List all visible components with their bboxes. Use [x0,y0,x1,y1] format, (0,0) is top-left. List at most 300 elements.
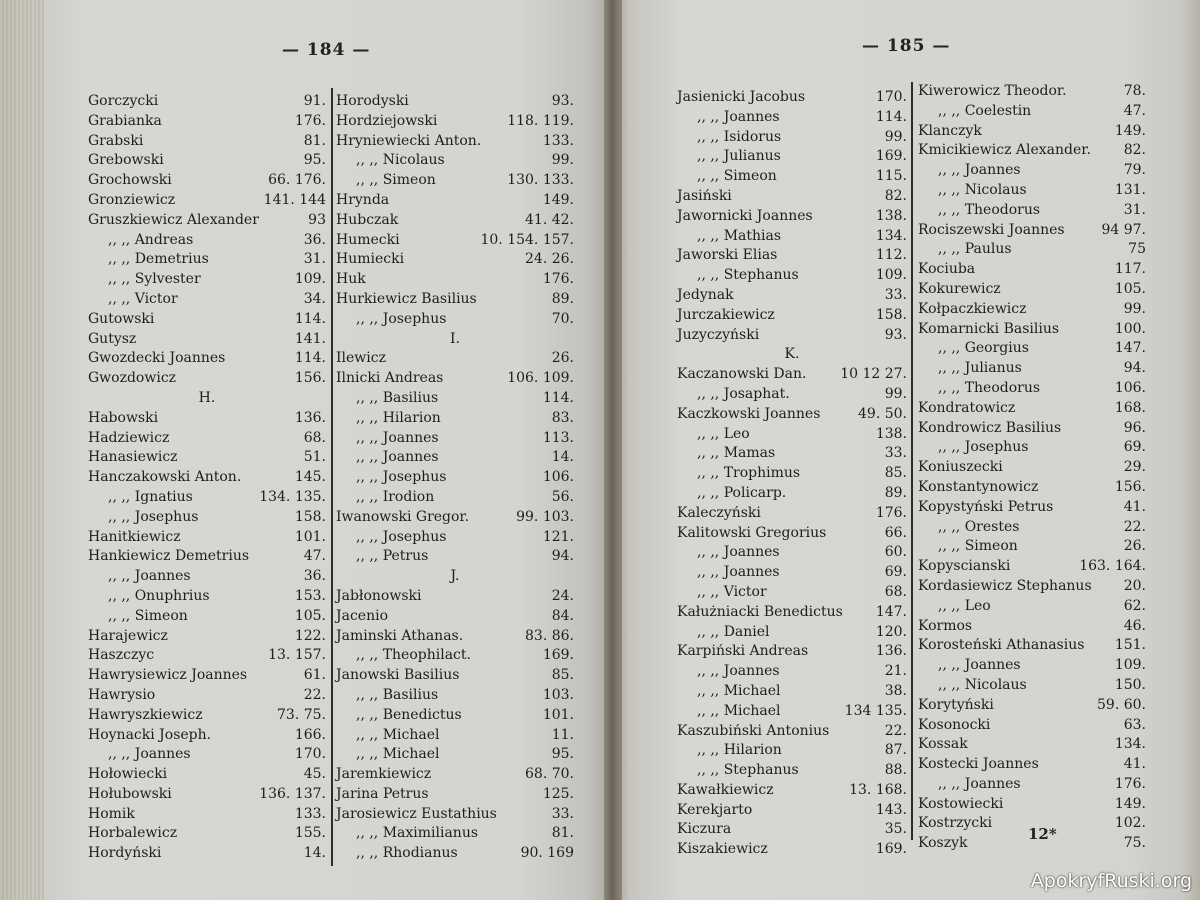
entry-name: Hanczakowski Anton. [88,469,242,486]
entry-name: ,, ,, Orestes [938,518,1020,535]
entry-pages: 29. [1123,459,1146,476]
entry-pages: 96. [1123,419,1146,436]
entry-name: ,, ,, Stephanus [697,267,799,284]
entry-pages: 14. [551,449,574,466]
entry-pages: 81. [303,132,326,149]
index-entry [918,636,1146,656]
entry-pages: 169. [875,148,907,165]
index-entry [336,389,574,409]
entry-pages: 106. [1114,379,1146,396]
index-entry [336,567,574,587]
entry-pages: 89. [884,484,907,501]
index-entry [918,676,1146,696]
index-entry [88,646,326,666]
entry-name: Gruszkiewicz Alexander [88,211,259,228]
entry-name: Kerekjarto [677,801,753,818]
index-entry [677,781,907,801]
entry-pages: 90. 169 [520,845,574,862]
index-entry [677,563,907,583]
entry-pages: 94. [1123,360,1146,377]
entry-pages: 46. [1123,617,1146,634]
index-entry [918,102,1146,122]
index-column-4 [918,82,1146,854]
entry-pages: 147. [1114,340,1146,357]
index-entry [336,666,574,686]
entry-pages: 20. [1123,577,1146,594]
column-divider-right [911,82,913,840]
index-entry [918,240,1146,260]
entry-name: Hawrysio [88,686,156,703]
entry-name: Rociszewski Joannes [918,221,1065,238]
entry-pages: 114. [542,389,574,406]
entry-name: ,, ,, Joannes [697,108,780,125]
entry-name: Kopystyński Petrus [918,498,1054,515]
index-entry [918,82,1146,102]
index-entry [336,191,574,211]
entry-name: ,, ,, Ignatius [108,488,193,505]
index-entry [88,132,326,152]
entry-name: ,, ,, Georgius [938,340,1029,357]
entry-name: ,, ,, Mamas [697,445,776,462]
entry-pages: 117. [1114,261,1146,278]
entry-name: ,, ,, Simeon [938,538,1018,555]
entry-pages: 41. 42. [525,211,574,228]
entry-name: Kondrowicz Basilius [918,419,1062,436]
entry-pages: 102. [1114,815,1146,832]
entry-pages: 26. [551,350,574,367]
entry-pages: 99. [884,385,907,402]
index-entry [88,488,326,508]
entry-pages: 114. [294,350,326,367]
index-entry [336,844,574,864]
signature-mark: 12* [1028,825,1057,843]
index-entry [88,726,326,746]
entry-pages: 66. [884,524,907,541]
index-entry [918,122,1146,142]
entry-pages: 169. [542,647,574,664]
entry-name: Ilnicki Andreas [336,370,444,387]
index-entry [336,686,574,706]
index-entry [677,128,907,148]
entry-name: ,, ,, Policarp. [697,484,787,501]
entry-name: ,, ,, Leo [938,597,991,614]
entry-pages: 45. [303,766,326,783]
entry-name: Kokurewicz [918,280,1001,297]
index-entry [88,92,326,112]
index-entry [918,518,1146,538]
entry-name: ,, ,, Demetrius [108,251,209,268]
entry-name: Korosteński Athanasius [918,637,1085,654]
index-entry [88,151,326,171]
index-entry [336,627,574,647]
entry-name: Gwozdowicz [88,370,177,387]
index-entry [918,181,1146,201]
entry-name: Korytyński [918,696,994,713]
index-entry [677,741,907,761]
entry-pages: 94. [551,548,574,565]
index-entry [88,765,326,785]
entry-pages: 158. [294,508,326,525]
entry-name: Kaleczyński [677,504,761,521]
entry-name: Hubczak [336,211,399,228]
entry-pages: 93. [884,326,907,343]
index-entry [88,686,326,706]
entry-name: Kmicikiewicz Alexander. [918,142,1091,159]
entry-name: ,, ,, Nicolaus [938,676,1027,693]
index-entry [918,716,1146,736]
entry-pages: 70. [551,310,574,327]
entry-pages: 149. [1114,122,1146,139]
index-entry [677,543,907,563]
entry-pages: 10 12 27. [840,366,907,383]
letter-heading: K. [784,346,800,363]
entry-pages: 75 [1128,241,1146,258]
entry-pages: 151. [1114,637,1146,654]
entry-pages: 121. [542,528,574,545]
entry-name: Kałużniacki Benedictus [677,603,843,620]
entry-name: ,, ,, Leo [697,425,750,442]
index-entry [88,290,326,310]
entry-name: Ilewicz [336,350,386,367]
entry-pages: 100. [1114,320,1146,337]
entry-name: Kosonocki [918,716,991,733]
index-entry [88,547,326,567]
index-entry [336,349,574,369]
entry-pages: 141. [294,330,326,347]
entry-name: Iwanowski Gregor. [336,508,470,525]
entry-pages: 136. [875,643,907,660]
entry-name: Hordziejowski [336,112,438,129]
entry-name: ,, ,, Mathias [697,227,782,244]
index-entry [677,464,907,484]
entry-name: Kaczanowski Dan. [677,366,807,383]
index-entry [677,385,907,405]
entry-pages: 41. [1123,756,1146,773]
entry-name: ,, ,, Nicolaus [356,152,445,169]
index-entry [336,745,574,765]
entry-pages: 75. [1123,835,1146,852]
entry-name: Hadziewicz [88,429,170,446]
index-entry [677,365,907,385]
entry-pages: 166. [294,726,326,743]
entry-pages: 133. [294,805,326,822]
index-entry [677,524,907,544]
entry-pages: 68. [303,429,326,446]
index-entry [88,528,326,548]
entry-pages: 112. [875,247,907,264]
entry-pages: 168. [1114,399,1146,416]
entry-name: Kostowiecki [918,795,1004,812]
entry-pages: 68. 70. [525,766,574,783]
index-entry [677,722,907,742]
entry-name: Hankiewicz Demetrius [88,548,250,565]
entry-pages: 13. 168. [849,781,907,798]
entry-name: ,, ,, Victor [108,290,178,307]
entry-pages: 99. [551,152,574,169]
entry-name: ,, ,, Irodion [356,488,435,505]
entry-pages: 88. [884,762,907,779]
index-entry [88,824,326,844]
entry-name: Jurczakiewicz [677,306,775,323]
entry-name: ,, ,, Joannes [356,449,439,466]
entry-name: Hryniewiecki Anton. [336,132,482,149]
entry-name: ,, ,, Rhodianus [356,845,458,862]
entry-name: ,, ,, Julianus [697,148,781,165]
entry-name: Koniuszecki [918,459,1003,476]
entry-pages: 47. [303,548,326,565]
entry-name: Konstantynowicz [918,478,1039,495]
entry-name: ,, ,, Theophilact. [356,647,471,664]
index-entry [336,706,574,726]
entry-pages: 10. 154. 157. [480,231,574,248]
index-entry [336,290,574,310]
entry-name: ,, ,, Paulus [938,241,1012,258]
entry-pages: 105. [294,607,326,624]
entry-pages: 82. [884,187,907,204]
index-entry [918,458,1146,478]
entry-name: Kiszakiewicz [677,841,768,858]
entry-name: Kiwerowicz Theodor. [918,83,1067,99]
entry-pages: 169. [875,841,907,858]
entry-name: Habowski [88,409,159,426]
entry-name: ,, ,, Michael [356,726,440,743]
entry-name: Hołowiecki [88,766,168,783]
entry-pages: 176. [875,504,907,521]
index-entry [336,547,574,567]
entry-pages: 150. [1114,676,1146,693]
index-entry [88,231,326,251]
index-entry [918,339,1146,359]
index-entry [336,92,574,112]
entry-pages: 134. 135. [259,488,326,505]
entry-name: ,, ,, Stephanus [697,762,799,779]
index-entry [918,320,1146,340]
entry-pages: 69. [884,564,907,581]
entry-pages: 34. [303,290,326,307]
index-entry [918,795,1146,815]
index-entry [677,840,907,860]
index-entry [677,623,907,643]
index-entry [336,726,574,746]
entry-pages: 33. [884,286,907,303]
index-column-3 [677,88,907,860]
index-entry [677,642,907,662]
entry-name: Jacenio [336,607,389,624]
entry-pages: 93. [551,93,574,109]
index-entry [88,785,326,805]
index-entry [918,419,1146,439]
entry-pages: 69. [1123,439,1146,456]
index-entry [677,820,907,840]
entry-name: ,, ,, Joannes [938,657,1021,674]
entry-pages: 115. [875,168,907,185]
index-column-1 [88,92,326,864]
index-entry [677,167,907,187]
entry-pages: 114. [875,108,907,125]
entry-name: Jaworski Elias [677,247,778,264]
entry-pages: 133. [542,132,574,149]
entry-pages: 68. [884,583,907,600]
entry-name: Gutysz [88,330,137,347]
entry-name: ,, ,, Joannes [356,429,439,446]
index-entry [88,389,326,409]
entry-name: ,, ,, Daniel [697,623,770,640]
index-entry [336,330,574,350]
entry-pages: 120. [875,623,907,640]
page-number-left: — 184 — [282,40,371,60]
entry-name: Grebowski [88,152,164,169]
index-entry [336,765,574,785]
entry-name: ,, ,, Theodorus [938,201,1041,218]
entry-pages: 41. [1123,498,1146,515]
entry-name: ,, ,, Petrus [356,548,429,565]
index-entry [88,448,326,468]
entry-name: Kawałkiewicz [677,781,774,798]
entry-name: Hanasiewicz [88,449,178,466]
entry-pages: 22. [303,686,326,703]
index-entry [336,132,574,152]
entry-name: ,, ,, Andreas [108,231,194,248]
entry-pages: 24. 26. [525,251,574,268]
index-entry [677,227,907,247]
entry-name: Kostecki Joannes [918,756,1039,773]
entry-name: ,, ,, Sylvester [108,271,201,288]
entry-pages: 145. [294,469,326,486]
entry-pages: 156. [294,370,326,387]
entry-name: ,, ,, Hilarion [697,742,782,759]
entry-pages: 155. [294,825,326,842]
entry-name: Jasiński [677,187,732,204]
index-entry [88,666,326,686]
index-entry [918,498,1146,518]
entry-pages: 130. 133. [507,172,574,189]
entry-name: Komarnicki Basilius [918,320,1060,337]
index-entry [918,438,1146,458]
entry-name: ,, ,, Coelestin [938,102,1032,119]
entry-pages: 163. 164. [1079,558,1146,575]
index-entry [677,484,907,504]
entry-pages: 147. [875,603,907,620]
entry-pages: 95. [303,152,326,169]
entry-pages: 158. [875,306,907,323]
index-entry [918,755,1146,775]
entry-name: Homik [88,805,135,822]
index-entry [918,359,1146,379]
entry-pages: 103. [542,686,574,703]
index-entry [336,310,574,330]
entry-pages: 60. [884,544,907,561]
entry-name: Jasienicki Jacobus [677,89,806,105]
entry-pages: 56. [551,488,574,505]
entry-name: ,, ,, Julianus [938,360,1022,377]
index-entry [88,429,326,449]
index-entry [336,805,574,825]
entry-name: Hanitkiewicz [88,528,181,545]
index-entry [336,171,574,191]
entry-pages: 78. [1123,83,1146,99]
entry-pages: 22. [884,722,907,739]
index-entry [336,508,574,528]
entry-pages: 134 135. [844,702,907,719]
entry-name: ,, ,, Victor [697,583,767,600]
entry-name: Gutowski [88,310,155,327]
index-entry [677,326,907,346]
entry-pages: 24. [551,587,574,604]
entry-name: Horbalewicz [88,825,178,842]
entry-name: Jarosiewicz Eustathius [336,805,497,822]
index-entry [677,801,907,821]
index-entry [88,211,326,231]
entry-name: ,, ,, Simeon [697,168,777,185]
entry-pages: 33. [551,805,574,822]
entry-name: Klanczyk [918,122,982,139]
entry-pages: 113. [542,429,574,446]
index-entry [918,696,1146,716]
index-entry [336,528,574,548]
index-entry [336,824,574,844]
index-entry [336,112,574,132]
entry-pages: 122. [294,627,326,644]
index-entry [918,557,1146,577]
index-entry [918,379,1146,399]
entry-pages: 176. [1114,775,1146,792]
entry-name: Kociuba [918,261,976,278]
index-entry [88,745,326,765]
entry-name: Hołubowski [88,785,172,802]
index-entry [336,587,574,607]
entry-name: ,, ,, Josephus [356,310,447,327]
entry-pages: 105. [1114,280,1146,297]
entry-name: Haszczyc [88,647,155,664]
entry-name: Huk [336,271,366,288]
index-entry [88,706,326,726]
entry-pages: 79. [1123,162,1146,179]
entry-name: Hoynacki Joseph. [88,726,212,743]
entry-name: Kondratowicz [918,399,1016,416]
index-entry [677,345,907,365]
entry-name: Kaczkowski Joannes [677,405,821,422]
entry-name: Jarina Petrus [336,785,429,802]
entry-pages: 63. [1123,716,1146,733]
entry-pages: 136. 137. [259,785,326,802]
entry-pages: 62. [1123,597,1146,614]
entry-name: ,, ,, Josephus [108,508,199,525]
index-entry [677,583,907,603]
entry-name: Kossak [918,736,968,753]
entry-name: Humiecki [336,251,405,268]
entry-pages: 134. [1114,736,1146,753]
entry-pages: 153. [294,587,326,604]
index-entry [88,310,326,330]
entry-name: Kordasiewicz Stephanus [918,577,1092,594]
index-entry [336,250,574,270]
index-entry [918,300,1146,320]
entry-name: ,, ,, Nicolaus [938,181,1027,198]
entry-pages: 33. [884,445,907,462]
index-entry [677,88,907,108]
index-entry [88,112,326,132]
entry-pages: 136. [294,409,326,426]
entry-name: Kaszubiński Antonius [677,722,830,739]
entry-name: ,, ,, Joannes [697,564,780,581]
entry-name: ,, ,, Michael [697,682,781,699]
entry-name: Jawornicki Joannes [677,207,813,224]
entry-pages: 138. [875,425,907,442]
entry-pages: 38. [884,682,907,699]
entry-name: Kiczura [677,821,732,838]
entry-pages: 47. [1123,102,1146,119]
entry-name: ,, ,, Theodorus [938,379,1041,396]
